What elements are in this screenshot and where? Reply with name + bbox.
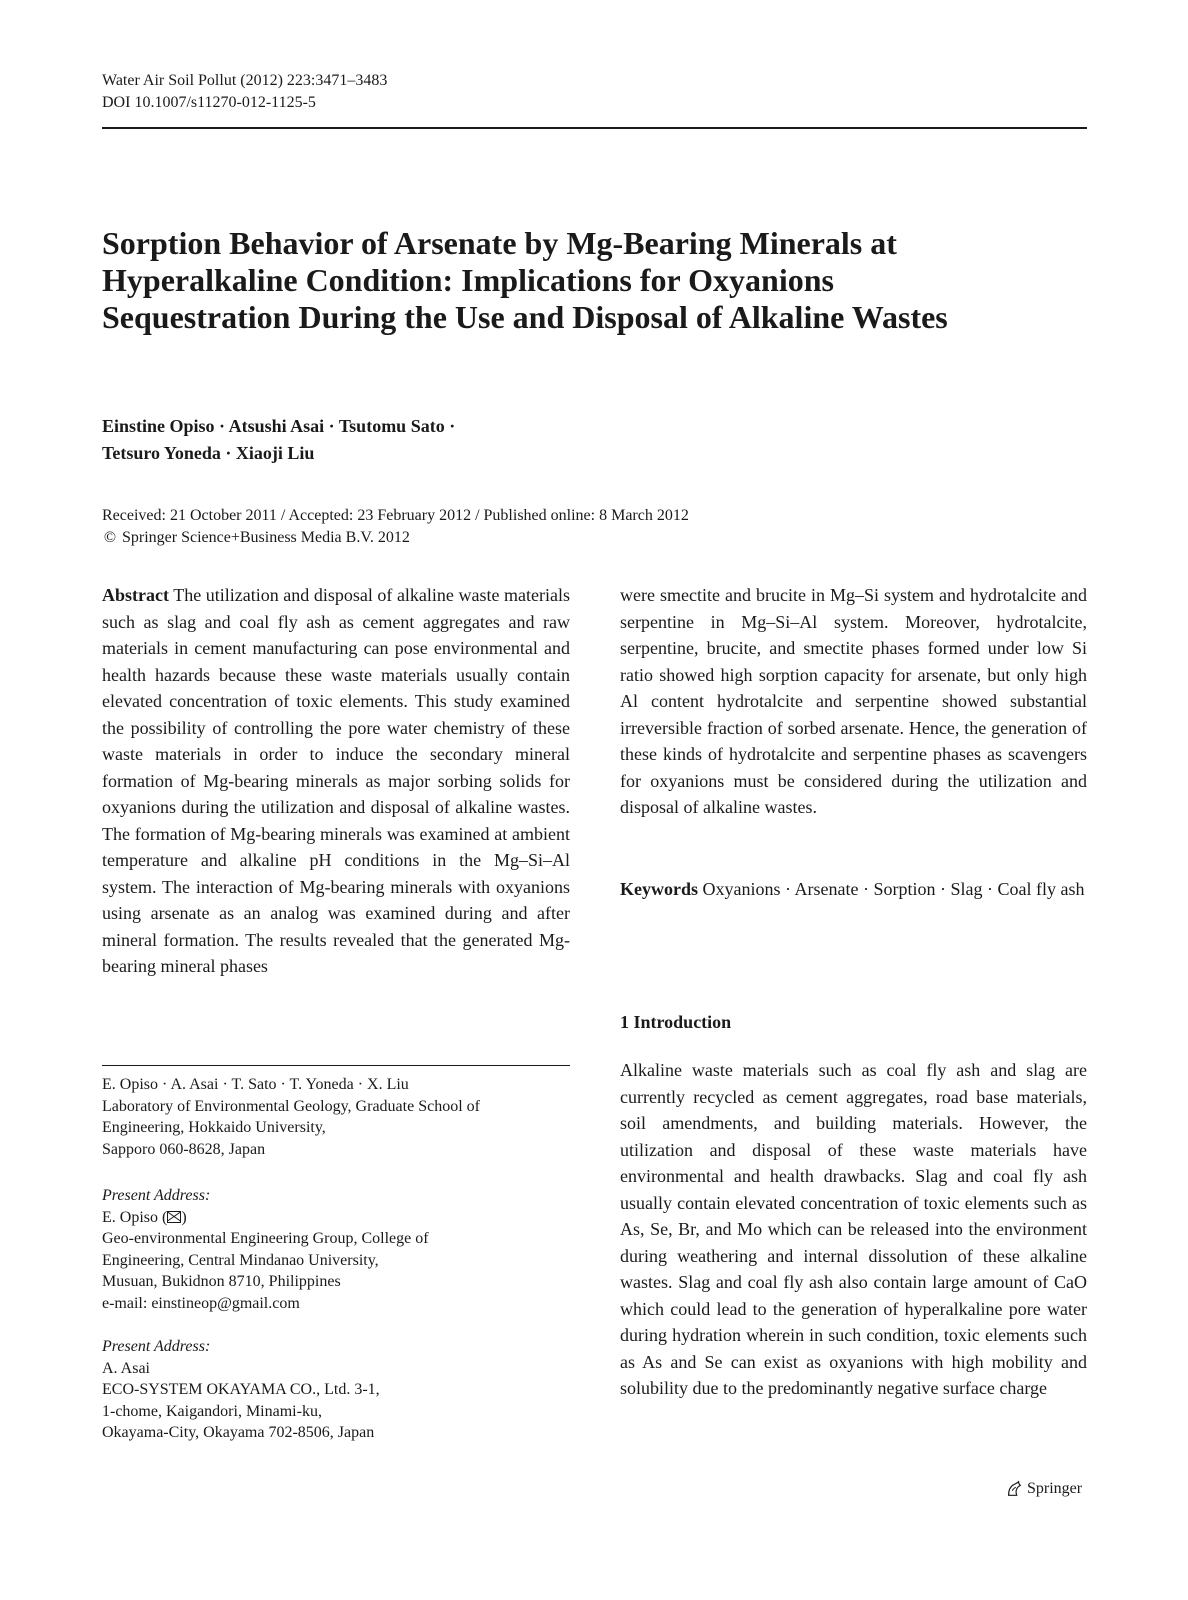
accepted-date: Accepted: 23 February 2012 xyxy=(288,507,472,524)
abstract-right-column xyxy=(620,582,1087,821)
corresponding-author-name: E. Opiso ( xyxy=(102,1208,168,1226)
affiliation-line: Engineering, Central Mindanao University, xyxy=(102,1251,379,1269)
doi: DOI 10.1007/s11270-012-1125-5 xyxy=(102,94,316,111)
published-date: Published online: 8 March 2012 xyxy=(483,507,689,524)
affiliation-line: 1-chome, Kaigandori, Minami-ku, xyxy=(102,1402,322,1420)
author-separator: · xyxy=(225,443,232,463)
abstract-left-column xyxy=(102,582,570,980)
header-rule xyxy=(102,127,1087,129)
affiliation-block-1 xyxy=(102,1074,480,1160)
email-line: e-mail: einstineop@gmail.com xyxy=(102,1294,300,1312)
author-name: Tsutomu Sato xyxy=(338,416,445,436)
affiliation-line: Laboratory of Environmental Geology, Graduate School of xyxy=(102,1097,480,1115)
article-title: Sorption Behavior of Arsenate by Mg-Bearing Minerals at Hyperalkaline Condition: Implications for Oxyanions Sequestration During the Use and Disposal of Alkaline Wastes xyxy=(102,225,948,335)
journal-citation: Water Air Soil Pollut (2012) 223:3471–3483 xyxy=(102,72,388,89)
publisher-logo xyxy=(1005,1480,1082,1498)
abstract-label: Abstract xyxy=(102,585,169,605)
keyword-item: Sorption xyxy=(873,879,936,899)
date-separator: / xyxy=(471,507,484,524)
corresponding-author-close: ) xyxy=(181,1208,187,1226)
author-name: Atsushi Asai xyxy=(228,416,325,436)
present-address-label: Present Address: xyxy=(102,1187,211,1204)
keywords: Keywords Oxyanions · Arsenate · Sorption · Slag · Coal fly ash xyxy=(620,879,1085,899)
date-separator: / xyxy=(276,507,289,524)
author-name: Tetsuro Yoneda xyxy=(102,443,221,463)
publisher-name: Springer xyxy=(1027,1480,1083,1497)
affiliation-line: Okayama-City, Okayama 702-8506, Japan xyxy=(102,1424,375,1441)
springer-horse-icon xyxy=(1005,1480,1023,1498)
keyword-item: Oxyanions xyxy=(702,879,781,899)
affiliation-author: A. Asai xyxy=(102,1359,150,1377)
present-address-label: Present Address: xyxy=(102,1338,211,1355)
affiliation-rule xyxy=(102,1065,570,1066)
author-line-1 xyxy=(102,413,455,440)
affiliation-line: Sapporo 060-8628, Japan xyxy=(102,1140,266,1158)
keyword-item: Coal fly ash xyxy=(997,879,1085,899)
author-name: Xiaoji Liu xyxy=(235,443,315,463)
copyright-icon: © xyxy=(103,529,117,546)
affiliation-line: Engineering, Hokkaido University, xyxy=(102,1119,326,1136)
keyword-item: Arsenate xyxy=(794,879,859,899)
journal-header xyxy=(102,70,387,114)
keywords-label: Keywords xyxy=(620,879,698,899)
author-separator: · xyxy=(449,416,456,436)
introduction-text: Alkaline waste materials such as coal fly ash and slag are currently recycled as cement aggregates, road base materials, soil amendments, and building materials. However, the utilization and disposal of these waste materials have environmental and health drawbacks. Slag and coal fly ash usually contain elevated concentration of toxic elements such as As, Se, Br, and Mo which can be released into the environment during weathering and internal dissolution of these alkaline wastes. Slag and coal fly ash also contain large amount of CaO which could lead to the generation of hyperalkaline pore water during hydration wherein in such condition, toxic elements such as As and Se can exist as oxyanions with high mobility and solubility due to the predominantly negative surface charge xyxy=(620,1060,1087,1398)
author-list xyxy=(102,413,455,467)
author-line-2 xyxy=(102,440,455,467)
author-separator: · xyxy=(328,416,335,436)
keyword-item: Slag xyxy=(950,879,983,899)
envelope-icon xyxy=(167,1211,181,1223)
abstract-text-right: were smectite and brucite in Mg–Si system and hydrotalcite and serpentine in Mg–Si–Al system. Moreover, hydrotalcite, serpentine, brucite, and smectite phases formed under low Si ratio showed high sorption capacity for arsenate, but only high Al content hydrotalcite and serpentine showed substantial irreversible fraction of sorbed arsenate. Hence, the generation of these kinds of hydrotalcite and serpentine phases as scavengers for oxyanions must be considered during the utilization and disposal of alkaline wastes. xyxy=(620,585,1087,817)
abstract-text-left: The utilization and disposal of alkaline waste materials such as slag and coal fly ash as cement aggregates and raw materials in cement manufacturing can pose environmental and health hazards because these waste materials usually contain elevated concentration of toxic elements. This study examined the possibility of controlling the pore water chemistry of these waste materials in order to induce the secondary mineral formation of Mg-bearing minerals as major sorbing solids for oxyanions during the utilization and disposal of alkaline wastes. The formation of Mg-bearing minerals was examined at ambient temperature and alkaline pH conditions in the Mg–Si–Al system. The interaction of Mg-bearing minerals with oxyanions using arsenate as an analog was examined during and after mineral formation. The results revealed that the generated Mg-bearing mineral phases xyxy=(102,585,570,976)
abstract-paragraph xyxy=(102,582,570,980)
corresponding-author xyxy=(102,1207,429,1229)
affiliation-authors: E. Opiso · A. Asai · T. Sato · T. Yoneda · X. Liu xyxy=(102,1076,409,1093)
affiliation-block-2 xyxy=(102,1185,429,1314)
affiliation-block-3 xyxy=(102,1336,380,1444)
copyright-line xyxy=(102,527,689,549)
copyright-holder: Springer Science+Business Media B.V. 2012 xyxy=(122,529,410,546)
received-date: Received: 21 October 2011 xyxy=(102,507,277,524)
affiliation-line: Geo-environmental Engineering Group, College of xyxy=(102,1230,429,1247)
history-dates xyxy=(102,505,689,527)
author-separator: · xyxy=(219,416,226,436)
affiliation-line: Musuan, Bukidnon 8710, Philippines xyxy=(102,1273,341,1290)
affiliation-line: ECO-SYSTEM OKAYAMA CO., Ltd. 3-1, xyxy=(102,1381,380,1398)
author-name: Einstine Opiso xyxy=(102,416,215,436)
article-history xyxy=(102,505,689,549)
section-heading-introduction: 1 Introduction xyxy=(620,1012,732,1032)
